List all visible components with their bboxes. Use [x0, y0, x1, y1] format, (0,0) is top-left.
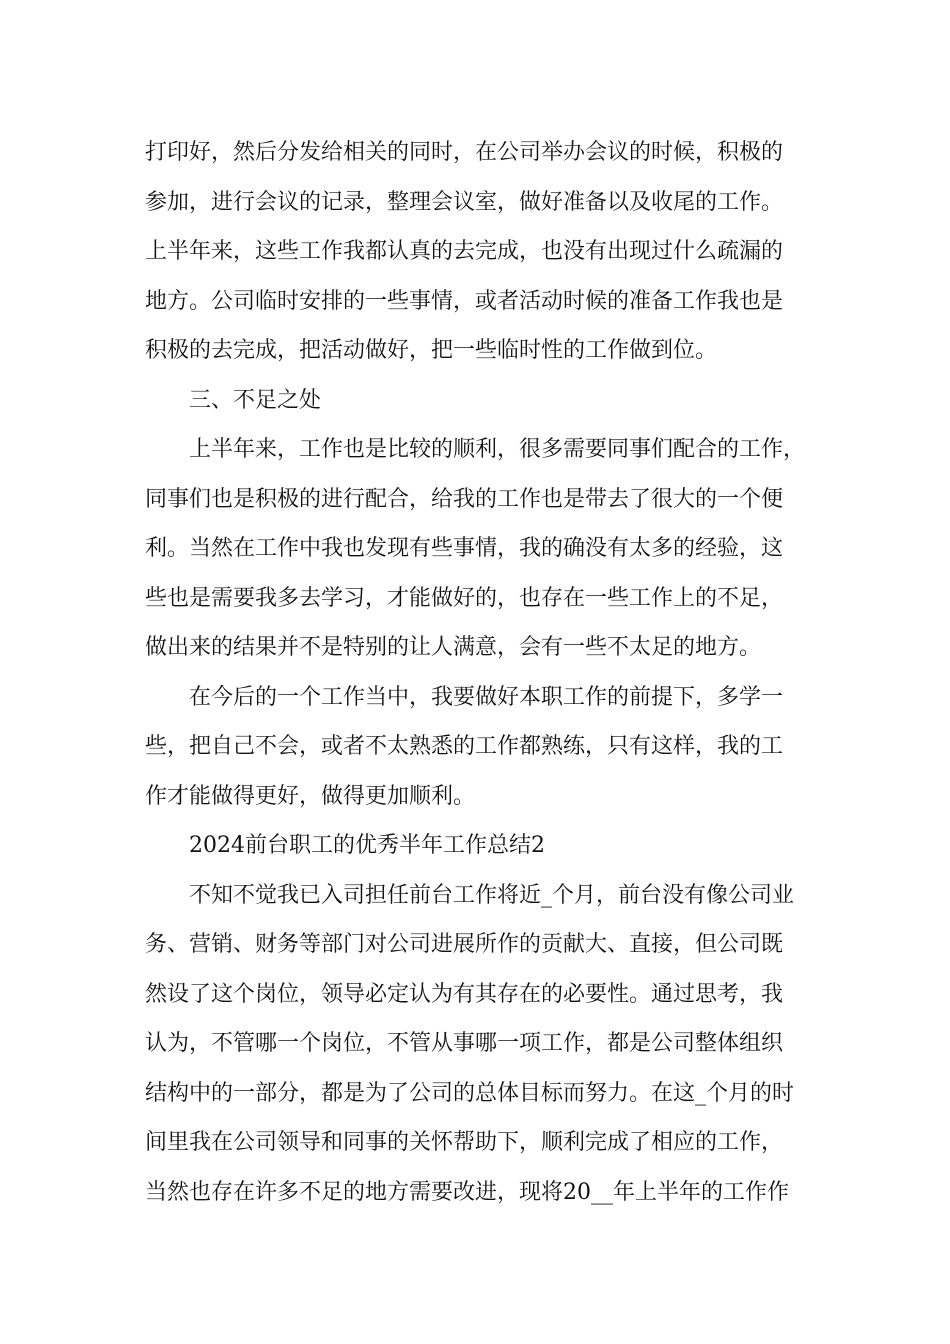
text-line: 参加，进行会议的记录，整理会议室，做好准备以及收尾的工作。	[145, 189, 784, 215]
text-line: 做出来的结果并不是特别的让人满意，会有一些不太足的地方。	[145, 635, 762, 660]
text-line: 然设了这个岗位，领导必定认为有其存在的必要性。通过思考，我	[145, 981, 784, 1007]
text-line: 务、营销、财务等部门对公司进展所作的贡献大、直接，但公司既	[145, 932, 784, 957]
document-body	[145, 128, 825, 1217]
text-line: 上半年来，工作也是比较的顺利，很多需要同事们配合的工作，	[189, 437, 806, 462]
text-line: 打印好，然后分发给相关的同时，在公司举办会议的时候，积极的	[145, 140, 784, 165]
text-line: 些，把自己不会，或者不太熟悉的工作都熟练，只有这样，我的工	[145, 734, 784, 759]
text-line: 利。当然在工作中我也发现有些事情，我的确没有太多的经验，这	[145, 536, 784, 561]
text-line: 不知不觉我已入司担任前台工作将近_个月，前台没有像公司业	[189, 882, 795, 908]
text-line: 地方。公司临时安排的一些事情，或者活动时候的准备工作我也是	[145, 288, 784, 314]
text-line: 三、不足之处	[189, 387, 322, 413]
text-line: 上半年来，这些工作我都认真的去完成，也没有出现过什么疏漏的	[145, 239, 784, 264]
text-line: 当然也存在许多不足的地方需要改进，现将20__年上半年的工作作	[145, 1179, 789, 1205]
text-line: 认为，不管哪一个岗位，不管从事哪一项工作，都是公司整体组织	[145, 1031, 784, 1056]
text-line: 在今后的一个工作当中，我要做好本职工作的前提下，多学一	[189, 684, 784, 710]
text-line: 作才能做得更好，做得更加顺利。	[145, 783, 476, 809]
text-line: 结构中的一部分，都是为了公司的总体目标而努力。在这_个月的时	[145, 1080, 795, 1106]
text-line: 同事们也是积极的进行配合，给我的工作也是带去了很大的一个便	[145, 486, 784, 512]
text-line: 2024前台职工的优秀半年工作总结2	[189, 833, 545, 858]
text-line: 些也是需要我多去学习，才能做好的，也存在一些工作上的不足，	[145, 585, 784, 611]
text-line: 间里我在公司领导和同事的关怀帮助下，顺利完成了相应的工作，	[145, 1130, 784, 1155]
text-line: 积极的去完成，把活动做好，把一些临时性的工作做到位。	[145, 338, 718, 363]
